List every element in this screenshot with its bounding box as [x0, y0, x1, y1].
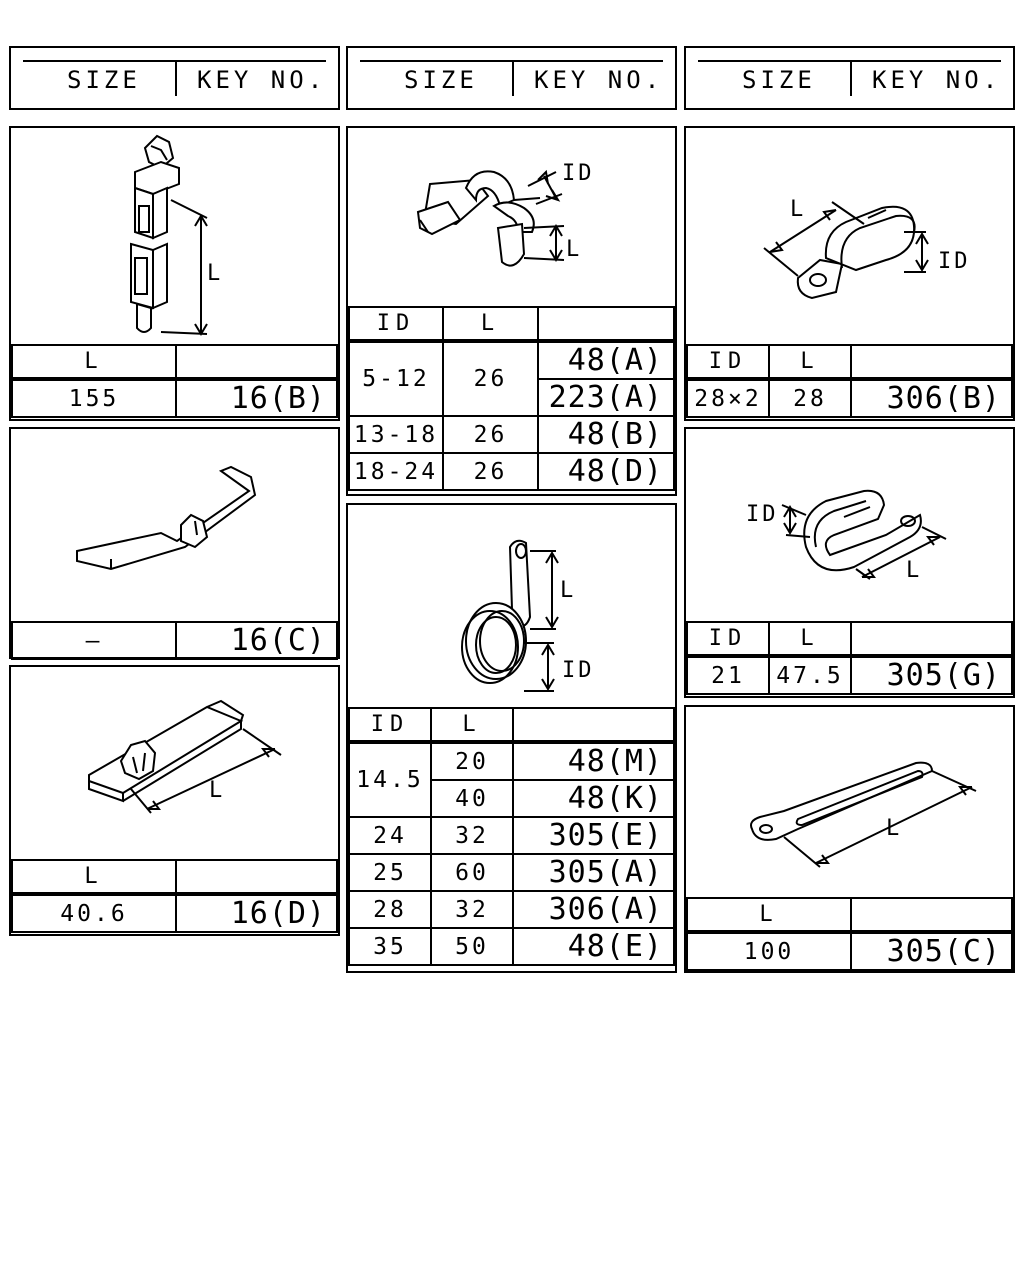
- spec-table-48: [348, 306, 675, 491]
- cell-id: 21: [687, 656, 769, 694]
- header-cell-key: [851, 898, 1012, 932]
- header-cell-id: ID: [349, 307, 443, 341]
- strap-16c-illustration: [11, 429, 338, 621]
- double-clamp-illustration: [348, 128, 675, 306]
- cell-l: 40: [431, 780, 513, 817]
- cell-key-no: 305(C): [851, 932, 1012, 970]
- cell-id: 13-18: [349, 416, 443, 453]
- cell-key-no: 48(D): [538, 453, 674, 490]
- header-separator: [175, 62, 177, 96]
- cell-key-no: 16(B): [176, 379, 337, 417]
- cell-l: 155: [12, 379, 176, 417]
- header-cell-key: [176, 345, 337, 379]
- cell-l: 20: [431, 742, 513, 780]
- size-key-header-1: [9, 46, 340, 110]
- header-size-label: SIZE: [404, 66, 478, 94]
- header-cell-l: L: [12, 860, 176, 894]
- header-cell-l: L: [12, 345, 176, 379]
- header-key-label: KEY NO.: [197, 66, 327, 94]
- panel-306b: [684, 126, 1015, 421]
- cell-key-no: 305(G): [851, 656, 1012, 694]
- cell-key-no: 48(A): [538, 341, 674, 379]
- ring-clamp-illustration: [348, 505, 675, 707]
- header-cell-l: L: [769, 345, 851, 379]
- spec-table-305c: [686, 897, 1013, 971]
- cell-key-no: 48(K): [513, 780, 674, 817]
- panel-ring-clamp: [346, 503, 677, 973]
- header-cell-l: L: [687, 898, 851, 932]
- header-size-label: SIZE: [742, 66, 816, 94]
- dimension-id-label: ID: [562, 161, 595, 186]
- table-header-row: [687, 345, 1012, 379]
- table-row: [687, 379, 1012, 417]
- spec-table-ring: [348, 707, 675, 966]
- cell-id: 14.5: [349, 742, 431, 817]
- dimension-id-label: ID: [938, 249, 971, 274]
- cell-key-no: 48(B): [538, 416, 674, 453]
- spec-table-16b: [11, 344, 338, 418]
- cell-l: —: [12, 622, 176, 659]
- clip-16b-illustration: [11, 128, 338, 344]
- spec-table-16d: [11, 859, 338, 933]
- table-row: [349, 341, 674, 379]
- cell-key-no: 16(D): [176, 894, 337, 932]
- table-header-row: [687, 898, 1012, 932]
- dimension-l-label: L: [209, 778, 226, 803]
- table-header-row: [12, 860, 337, 894]
- panel-16d: [9, 665, 340, 936]
- cell-l: 40.6: [12, 894, 176, 932]
- table-row: [687, 656, 1012, 694]
- spec-table-305g: [686, 621, 1013, 695]
- table-row: [12, 622, 337, 659]
- header-cell-key: [513, 708, 674, 742]
- cell-id: 28×2: [687, 379, 769, 417]
- header-size-label: SIZE: [67, 66, 141, 94]
- header-cell-key: [538, 307, 674, 341]
- panel-305c: [684, 705, 1015, 973]
- table-row: [349, 891, 674, 928]
- table-header-row: [349, 307, 674, 341]
- table-row: [12, 894, 337, 932]
- table-row: [687, 932, 1012, 970]
- table-row: [12, 379, 337, 417]
- cell-l: 32: [431, 817, 513, 854]
- header-cell-l: L: [769, 622, 851, 656]
- header-cell-l: L: [431, 708, 513, 742]
- panel-305g: [684, 427, 1015, 698]
- cell-l: 28: [769, 379, 851, 417]
- header-cell-id: ID: [687, 622, 769, 656]
- cell-id: 28: [349, 891, 431, 928]
- table-header-row: [687, 622, 1012, 656]
- header-separator: [850, 62, 852, 96]
- header-cell-key: [176, 860, 337, 894]
- cell-id: 35: [349, 928, 431, 965]
- table-row: [349, 416, 674, 453]
- cell-id: 5-12: [349, 341, 443, 416]
- u-clip-305g-illustration: [686, 429, 1013, 621]
- cell-l: 26: [443, 341, 538, 416]
- dimension-id-label: ID: [746, 502, 779, 527]
- cell-key-no: 48(M): [513, 742, 674, 780]
- cell-id: 18-24: [349, 453, 443, 490]
- table-row: [349, 928, 674, 965]
- spec-table-16c: [11, 621, 338, 660]
- header-key-label: KEY NO.: [534, 66, 664, 94]
- cell-l: 60: [431, 854, 513, 891]
- cell-key-no: 306(A): [513, 891, 674, 928]
- table-row: [349, 854, 674, 891]
- dimension-l-label: L: [207, 261, 224, 286]
- dimension-l-label: L: [790, 197, 807, 222]
- cell-l: 50: [431, 928, 513, 965]
- header-cell-id: ID: [687, 345, 769, 379]
- cell-l: 100: [687, 932, 851, 970]
- dimension-l-label: L: [906, 558, 923, 583]
- header-cell-key: [851, 345, 1012, 379]
- clip-16d-illustration: [11, 667, 338, 859]
- size-key-header-3: [684, 46, 1015, 110]
- table-header-row: [12, 345, 337, 379]
- slotted-bar-305c-illustration: [686, 707, 1013, 897]
- dimension-id-label: ID: [562, 658, 595, 683]
- header-cell-id: ID: [349, 708, 431, 742]
- cell-id: 25: [349, 854, 431, 891]
- table-row: [349, 817, 674, 854]
- dimension-l-label: L: [560, 578, 577, 603]
- cell-key-no: 306(B): [851, 379, 1012, 417]
- table-row: [349, 742, 674, 780]
- table-header-row: [349, 708, 674, 742]
- cell-key-no: 305(E): [513, 817, 674, 854]
- cell-l: 47.5: [769, 656, 851, 694]
- panel-48-double-clamp: [346, 126, 677, 496]
- oval-clamp-306b-illustration: [686, 128, 1013, 344]
- cell-key-no: 48(E): [513, 928, 674, 965]
- header-cell-key: [851, 622, 1012, 656]
- cell-l: 32: [431, 891, 513, 928]
- size-key-header-2: [346, 46, 677, 110]
- spec-table-306b: [686, 344, 1013, 418]
- dimension-l-label: L: [566, 237, 583, 262]
- cell-key-no: 223(A): [538, 379, 674, 416]
- cell-id: 24: [349, 817, 431, 854]
- table-row: [349, 453, 674, 490]
- header-key-label: KEY NO.: [872, 66, 1002, 94]
- cell-key-no: 16(C): [176, 622, 337, 659]
- cell-l: 26: [443, 453, 538, 490]
- cell-key-no: 305(A): [513, 854, 674, 891]
- panel-16c: [9, 427, 340, 659]
- header-cell-l: L: [443, 307, 538, 341]
- header-separator: [512, 62, 514, 96]
- panel-16b: [9, 126, 340, 421]
- cell-l: 26: [443, 416, 538, 453]
- dimension-l-label: L: [886, 816, 903, 841]
